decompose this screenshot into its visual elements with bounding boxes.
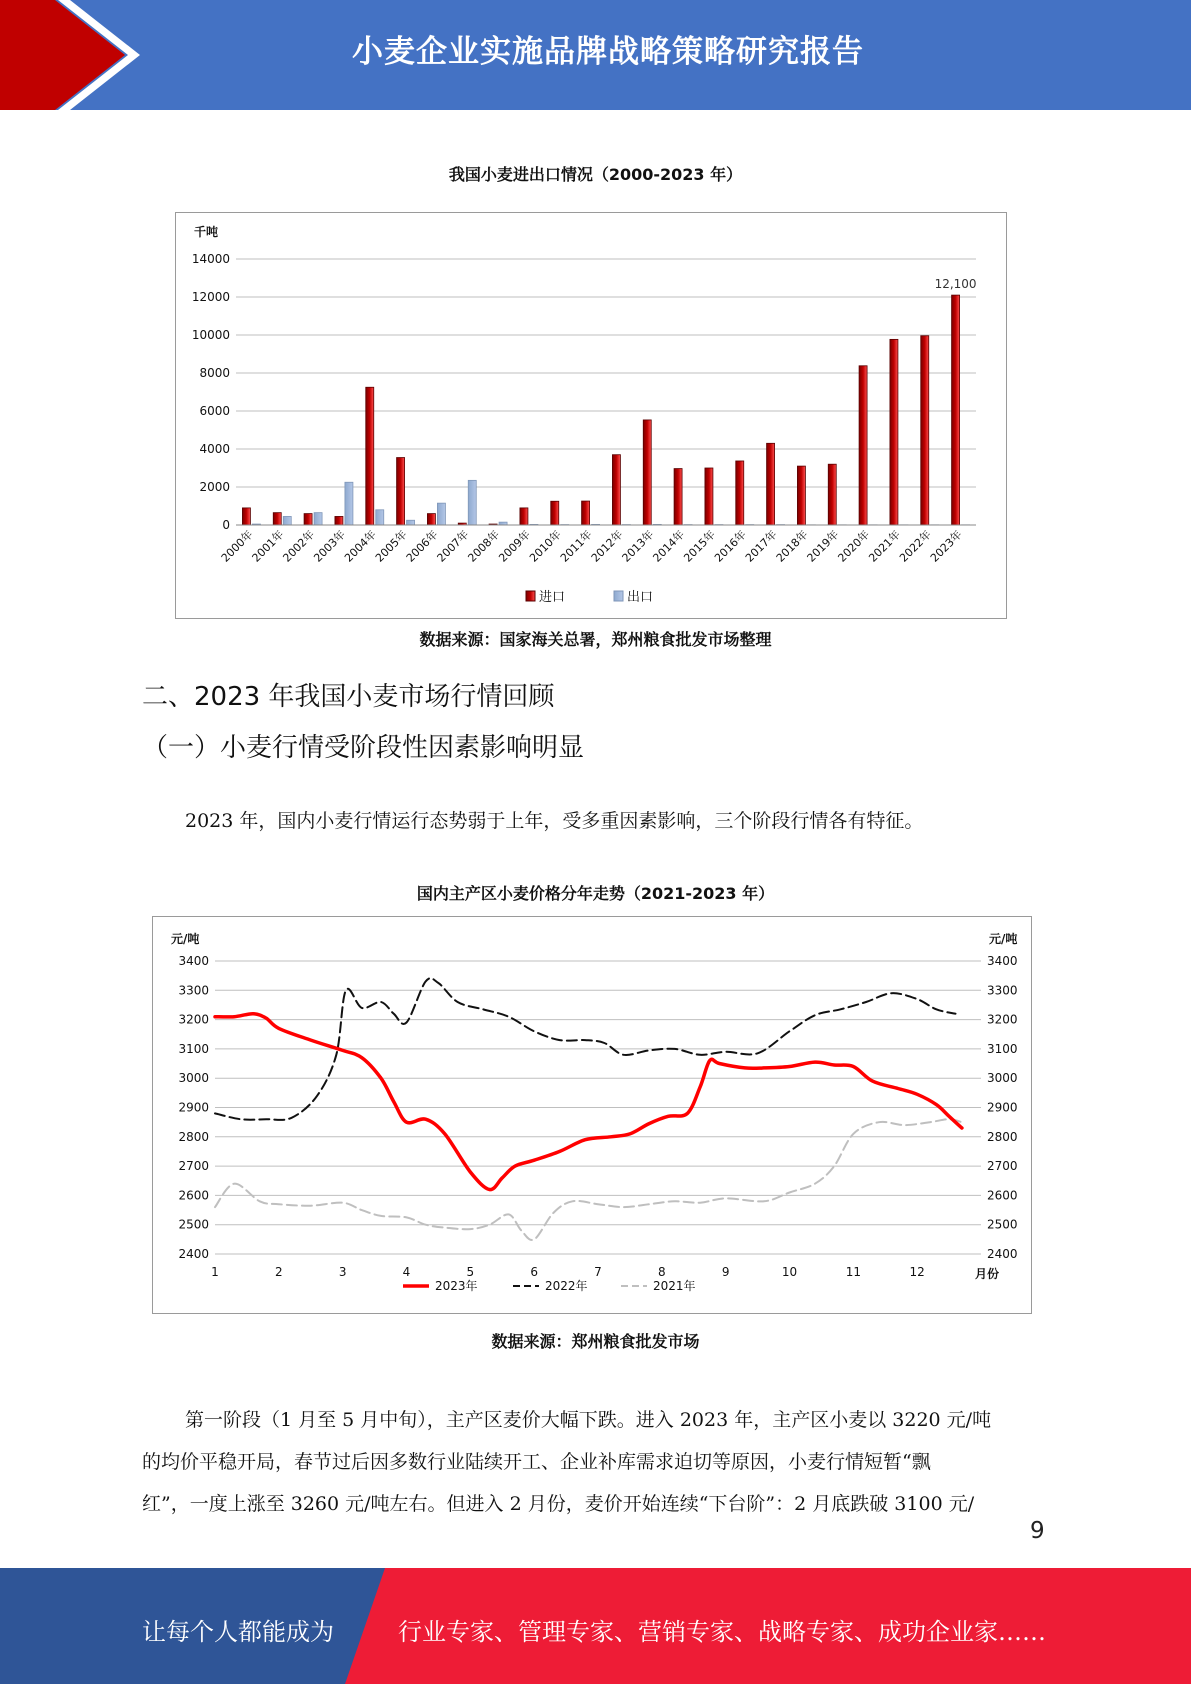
chart2-frame xyxy=(152,916,1032,1314)
export-bar xyxy=(283,516,291,525)
import-bar xyxy=(921,336,929,525)
chart1-ytick-label: 6000 xyxy=(199,404,230,418)
chart2-ytick-left: 3000 xyxy=(178,1071,209,1086)
export-bar xyxy=(407,520,415,525)
chart1-ylabel: 千吨 xyxy=(194,225,219,239)
wheat-price-line-chart xyxy=(153,917,1031,1313)
import-bar xyxy=(797,466,805,525)
chart1-xtick-label: 2014年 xyxy=(650,527,688,565)
import-bar xyxy=(551,501,559,525)
export-bar xyxy=(376,510,384,525)
chart2-xtick-label: 3 xyxy=(338,1265,347,1279)
export-bar xyxy=(314,513,322,525)
import-bar xyxy=(705,468,713,525)
chart2-ytick-right: 2900 xyxy=(987,1100,1018,1115)
chart1-ytick-label: 0 xyxy=(222,518,230,532)
chart2-ytick-left: 3100 xyxy=(178,1041,209,1056)
import-bar xyxy=(366,387,374,525)
chart1-xtick-label: 2011年 xyxy=(557,527,595,565)
chart1-xtick-label: 2007年 xyxy=(434,527,472,565)
chart2-ytick-left: 2800 xyxy=(178,1129,209,1144)
import-bar xyxy=(397,458,405,525)
chart2-ylabel-right: 元/吨 xyxy=(989,932,1018,946)
chart1-ytick-label: 10000 xyxy=(191,328,230,342)
chart1-xtick-label: 2018年 xyxy=(773,527,811,565)
footer-slogan-left: 让每个人都能成为 xyxy=(142,1618,334,1646)
chart1-xtick-label: 2013年 xyxy=(619,527,657,565)
chart1-xtick-label: 2020年 xyxy=(835,527,873,565)
import-bar xyxy=(520,508,528,525)
chart2-ytick-right: 2800 xyxy=(987,1129,1018,1144)
chart1-ytick-label: 2000 xyxy=(199,480,230,494)
chart2-ytick-right: 3200 xyxy=(987,1012,1018,1027)
chart2-ytick-left: 2400 xyxy=(178,1247,209,1261)
chart1-xtick-label: 2023年 xyxy=(927,527,965,565)
body-line-1: 第一阶段（1 月至 5 月中旬），主产区麦价大幅下跌。进入 2023 年，主产区小麦以 3220 元/吨 xyxy=(185,1409,992,1431)
chart2-source: 数据来源：郑州粮食批发市场 xyxy=(491,1332,700,1351)
import-bar xyxy=(828,464,836,525)
import-bar xyxy=(242,508,250,525)
import-bar xyxy=(304,514,312,525)
chart1-xtick-label: 2006年 xyxy=(403,527,441,565)
body-line-3: 红”，一度上涨至 3260 元/吨左右。但进入 2 月份，麦价开始连续“下台阶”：2 月底跌破 3100 元/ xyxy=(142,1493,975,1515)
chart1-xtick-label: 2019年 xyxy=(804,527,842,565)
legend-label-2022年: 2022年 xyxy=(545,1279,588,1293)
import-bar xyxy=(767,443,775,525)
legend-import-swatch xyxy=(526,591,535,601)
chart1-xtick-label: 2010年 xyxy=(527,527,564,565)
legend-label-2021年: 2021年 xyxy=(653,1279,696,1293)
chart2-xtick-label: 9 xyxy=(721,1265,730,1279)
chart2-ytick-right: 3100 xyxy=(987,1041,1018,1056)
chart1-ytick-label: 14000 xyxy=(191,252,230,266)
chart1-xtick-label: 2012年 xyxy=(588,527,626,565)
chart2-ytick-right: 2400 xyxy=(987,1247,1018,1261)
import-bar xyxy=(273,513,281,525)
chart2-ytick-left: 2600 xyxy=(178,1188,209,1203)
import-bar xyxy=(952,295,960,525)
chart2-ytick-right: 3000 xyxy=(987,1071,1018,1086)
chart2-ytick-right: 2700 xyxy=(987,1159,1018,1174)
chart2-ytick-right: 3400 xyxy=(987,954,1018,968)
import-bar xyxy=(612,455,620,525)
chart1-xtick-label: 2002年 xyxy=(280,527,318,565)
import-bar xyxy=(582,501,590,525)
chart2-xtick-label: 5 xyxy=(466,1265,475,1279)
chart1-ytick-label: 8000 xyxy=(199,366,230,380)
import-bar xyxy=(643,420,651,525)
legend-export-label: 出口 xyxy=(627,590,654,605)
chart2-ytick-left: 2900 xyxy=(178,1100,209,1115)
chart2-ylabel-left: 元/吨 xyxy=(171,932,200,946)
legend-label-2023年: 2023年 xyxy=(435,1279,478,1293)
legend-import-label: 进口 xyxy=(539,590,566,605)
chart1-frame xyxy=(175,212,1007,619)
chart2-ytick-left: 3400 xyxy=(178,954,209,968)
chart1-caption: 我国小麦进出口情况（2000-2023 年） xyxy=(448,165,743,184)
chart2-xtick-label: 1 xyxy=(211,1265,219,1279)
chart2-xtick-label: 10 xyxy=(781,1265,798,1279)
import-bar xyxy=(736,461,744,525)
footer-slogan-right: 行业专家、管理专家、营销专家、战略专家、成功企业家…… xyxy=(398,1618,1046,1646)
page-number: 9 xyxy=(1030,1518,1045,1544)
chart2-ytick-left: 2500 xyxy=(178,1217,209,1232)
chart1-xtick-label: 2005年 xyxy=(372,527,410,565)
chart2-caption: 国内主产区小麦价格分年走势（2021-2023 年） xyxy=(416,884,775,903)
chart2-xtick-label: 12 xyxy=(909,1265,925,1279)
chart1-xtick-label: 2016年 xyxy=(712,527,749,565)
import-export-bar-chart xyxy=(176,213,1006,618)
chart1-xtick-label: 2003年 xyxy=(311,527,349,565)
import-bar xyxy=(674,469,682,525)
import-bar xyxy=(335,516,343,525)
chart1-source: 数据来源：国家海关总署，郑州粮食批发市场整理 xyxy=(419,630,772,649)
chart1-ytick-label: 12000 xyxy=(191,290,230,304)
chart1-xtick-label: 2001年 xyxy=(249,527,287,565)
export-bar xyxy=(437,503,445,525)
chart1-xtick-label: 2021年 xyxy=(866,527,904,565)
chart1-xtick-label: 2017年 xyxy=(742,527,780,565)
chart2-xtick-label: 6 xyxy=(530,1265,538,1279)
chart2-xtick-label: 11 xyxy=(845,1265,861,1279)
chart2-ytick-left: 2700 xyxy=(178,1159,209,1174)
chart2-xtick-label: 4 xyxy=(402,1265,411,1279)
chart2-xtick-label: 8 xyxy=(658,1265,666,1279)
chart1-xtick-label: 2000年 xyxy=(218,527,256,565)
export-bar xyxy=(345,482,353,525)
chart1-ytick-label: 4000 xyxy=(199,442,230,456)
export-bar xyxy=(468,480,476,525)
chart2-ytick-right: 2600 xyxy=(987,1188,1018,1203)
import-bar xyxy=(859,366,867,525)
legend-export-swatch xyxy=(614,591,623,601)
chart2-ytick-left: 3200 xyxy=(178,1012,209,1027)
section-heading: 二、2023 年我国小麦市场行情回顾 xyxy=(142,682,555,712)
import-bar xyxy=(427,514,435,525)
chart2-ytick-left: 3300 xyxy=(178,983,209,998)
chart2-xtick-label: 7 xyxy=(594,1265,602,1279)
chart2-ytick-right: 2500 xyxy=(987,1217,1018,1232)
chart1-xtick-label: 2022年 xyxy=(897,527,934,565)
chart1-xtick-label: 2008年 xyxy=(465,527,503,565)
import-bar xyxy=(890,339,898,525)
report-title: 小麦企业实施品牌战略策略研究报告 xyxy=(352,34,864,70)
chart1-data-label: 12,100 xyxy=(934,277,977,292)
body-line-2: 的均价平稳开局，春节过后因多数行业陆续开工、企业补库需求迫切等原因，小麦行情短暂“飘 xyxy=(142,1451,931,1473)
intro-paragraph: 2023 年，国内小麦行情运行态势弱于上年，受多重因素影响，三个阶段行情各有特征。 xyxy=(185,810,924,832)
header-band xyxy=(0,0,1191,110)
chart2-ytick-right: 3300 xyxy=(987,983,1018,998)
chart1-xtick-label: 2009年 xyxy=(496,527,534,565)
chart1-xtick-label: 2015年 xyxy=(681,527,719,565)
chart1-xtick-label: 2004年 xyxy=(342,527,379,565)
subsection-heading: （一）小麦行情受阶段性因素影响明显 xyxy=(142,733,585,763)
chart2-xlabel: 月份 xyxy=(975,1267,1000,1281)
chart2-xtick-label: 2 xyxy=(275,1265,283,1279)
